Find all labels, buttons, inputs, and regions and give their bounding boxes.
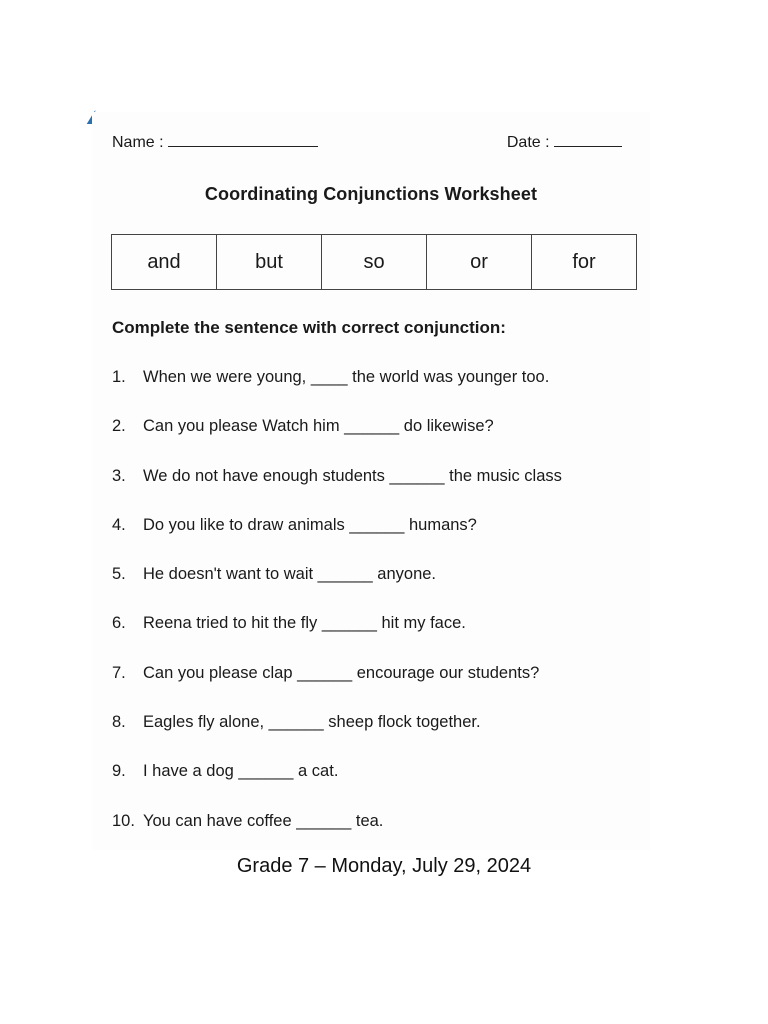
question-number: 9.	[112, 762, 126, 781]
question-item	[112, 664, 640, 713]
question-number: 6.	[112, 614, 126, 633]
worksheet-header	[112, 134, 622, 158]
question-number: 7.	[112, 663, 126, 682]
question-text: Do you like to draw animals ______ humans?	[143, 515, 477, 534]
question-number: 5.	[112, 565, 126, 584]
date-blank	[554, 134, 622, 147]
question-text: I have a dog ______ a cat.	[143, 762, 339, 781]
conjunction-cell: but	[217, 235, 322, 290]
question-number: 2.	[112, 417, 126, 436]
conjunction-table	[111, 234, 637, 290]
question-item	[112, 762, 640, 811]
question-number: 4.	[112, 515, 126, 534]
worksheet-title: Coordinating Conjunctions Worksheet	[204, 184, 538, 204]
question-item	[112, 417, 640, 466]
question-number: 8.	[112, 713, 126, 732]
question-item	[112, 516, 640, 565]
question-list	[112, 368, 640, 861]
conjunction-cell: and	[112, 235, 217, 290]
date-label: Date :	[506, 134, 550, 151]
worksheet-image	[92, 112, 650, 850]
name-field	[112, 134, 318, 152]
question-text: When we were young, ____ the world was younger too.	[143, 368, 550, 386]
question-text: Can you please Watch him ______ do likewise?	[143, 417, 494, 436]
question-text: Reena tried to hit the fly ______ hit my face.	[143, 614, 466, 633]
question-text: Eagles fly alone, ______ sheep flock together.	[143, 713, 481, 732]
question-text: We do not have enough students ______ the music class	[143, 466, 562, 485]
question-item	[112, 812, 640, 861]
document-caption: Grade 7 – Monday, July 29, 2024	[236, 855, 532, 877]
question-number: 1.	[112, 368, 126, 386]
question-item	[112, 467, 640, 516]
question-text: Can you please clap ______ encourage our students?	[143, 663, 540, 682]
conjunction-cell: for	[532, 235, 637, 290]
question-text: He doesn't want to wait ______ anyone.	[143, 565, 437, 584]
question-text: You can have coffee ______ tea.	[143, 811, 384, 830]
question-number: 3.	[112, 466, 126, 485]
name-blank	[168, 134, 318, 147]
date-field	[507, 134, 622, 152]
question-item	[112, 713, 640, 762]
question-number: 10.	[112, 811, 135, 830]
question-item	[112, 565, 640, 614]
question-item	[112, 368, 640, 417]
question-item	[112, 614, 640, 663]
name-label: Name :	[112, 134, 164, 151]
instruction-text: Complete the sentence with correct conjunction:	[112, 318, 506, 337]
conjunction-cell: so	[322, 235, 427, 290]
conjunction-cell: or	[427, 235, 532, 290]
